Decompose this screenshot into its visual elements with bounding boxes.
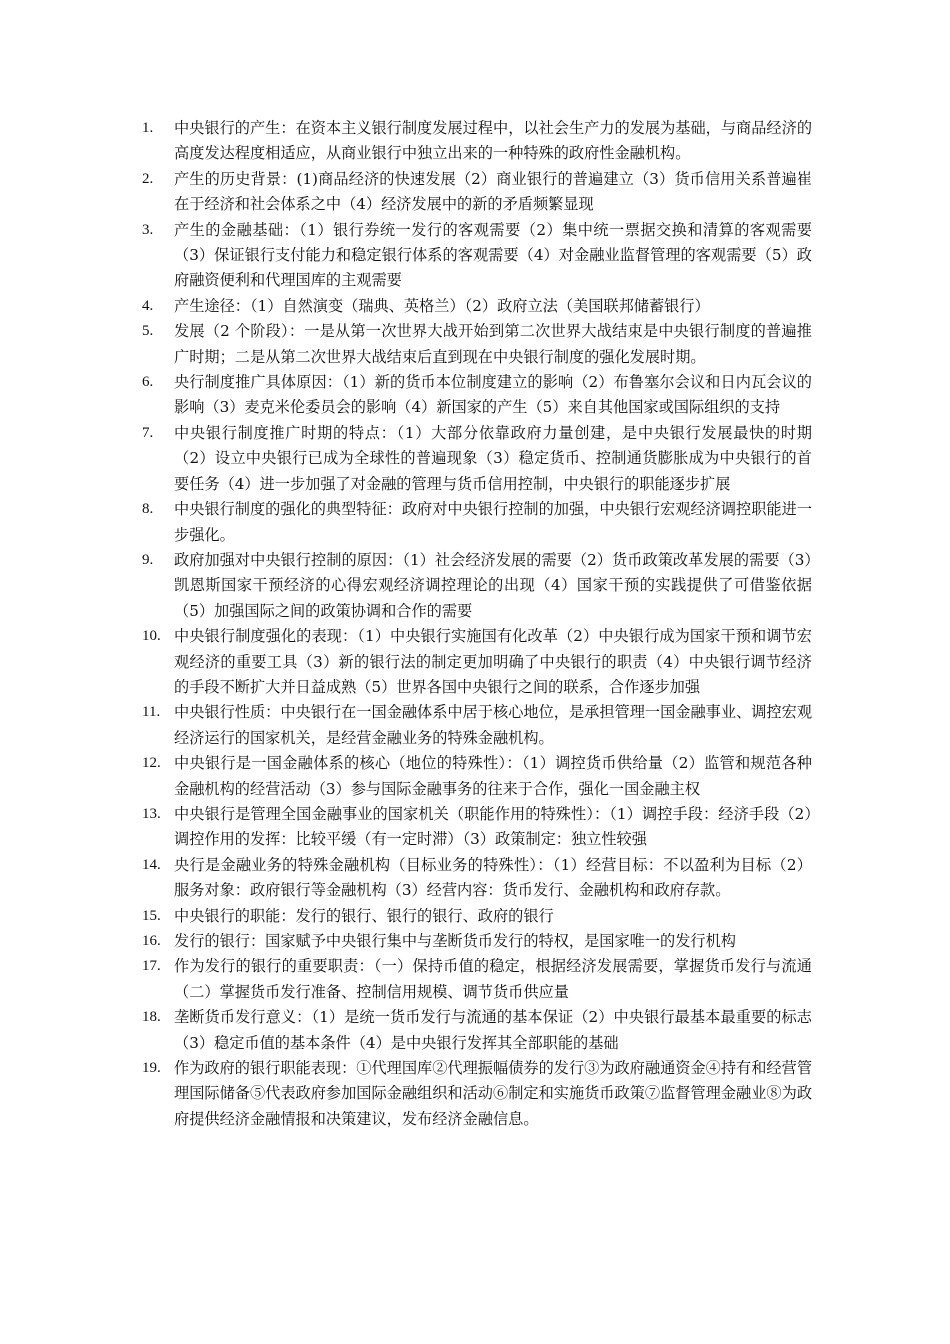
- item-text: 中央银行的职能：发行的银行、银行的银行、政府的银行: [174, 906, 554, 925]
- item-number: 3.: [142, 221, 154, 238]
- item-text: 中央银行的产生：在资本主义银行制度发展过程中，以社会生产力的发展为基础，与商品经济的高度发达程度相适应，从商业银行中独立出来的一种特殊的政府性金融机构。: [174, 119, 812, 163]
- list-item: [132, 218, 812, 294]
- item-text: 产生的金融基础：（1）银行券统一发行的客观需要（2）集中统一票据交换和清算的客观需要（3）保证银行支付能力和稳定银行体系的客观需要（4）对金融业监督管理的客观需要（5）政府融资便利和代理国库的主观需要: [174, 220, 812, 290]
- numbered-list: [132, 116, 812, 1132]
- list-item: [132, 421, 812, 497]
- item-number: 7.: [142, 424, 154, 441]
- item-text: 央行制度推广具体原因：（1）新的货币本位制度建立的影响（2）布鲁塞尔会议和日内瓦会议的影响（3）麦克米伦委员会的影响（4）新国家的产生（5）来自其他国家或国际组织的支持: [174, 373, 812, 417]
- item-number: 6.: [142, 374, 154, 391]
- list-item: [132, 929, 812, 954]
- list-item: [132, 116, 812, 167]
- item-number: 4.: [142, 297, 154, 314]
- item-text: 中央银行制度推广时期的特点：（1）大部分依靠政府力量创建，是中央银行发展最快的时期（2）设立中央银行已成为全球性的普遍现象（3）稳定货币、控制通货膨胀成为中央银行的首要任务（4）进一步加强了对金融的管理与货币信用控制，中央银行的职能逐步扩展: [174, 423, 812, 493]
- item-text: 产生的历史背景：(1)商品经济的快速发展（2）商业银行的普遍建立（3）货币信用关系普遍崔在于经济和社会体系之中（4）经济发展中的新的矛盾频繁显现: [174, 169, 812, 214]
- item-text: 发展（2 个阶段）：一是从第一次世界大战开始到第二次世界大战结束是中央银行制度的普遍推广时期；二是从第二次世界大战结束后直到现在中央银行制度的强化发展时期。: [174, 322, 812, 366]
- list-item: [132, 904, 812, 929]
- list-item: [132, 624, 812, 700]
- list-item: [132, 1005, 812, 1056]
- item-text: 作为政府的银行职能表现：①代理国库②代理振幅债券的发行③为政府融通资金④持有和经营管理国际储备⑤代表政府参加国际金融组织和活动⑥制定和实施货币政策⑦监督管理金融业⑧为政府提供经济金融情报和决策建议，发布经济金融信息。: [174, 1059, 812, 1128]
- item-number: 5.: [142, 323, 154, 340]
- list-item: [132, 853, 812, 904]
- item-number: 8.: [142, 501, 154, 518]
- item-text: 中央银行制度强化的表现：（1）中央银行实施国有化改革（2）中央银行成为国家干预和调节宏观经济的重要工具（3）新的银行法的制定更加明确了中央银行的职责（4）中央银行调节经济的手段不断扩大并日益成熟（5）世界各国中央银行之间的联系，合作逐步加强: [174, 627, 812, 696]
- item-number: 17.: [142, 958, 161, 975]
- item-number: 2.: [142, 170, 154, 187]
- list-item: [132, 497, 812, 548]
- list-item: [132, 954, 812, 1005]
- item-number: 9.: [142, 551, 154, 568]
- item-text: 发行的银行：国家赋予中央银行集中与垄断货币发行的特权，是国家唯一的发行机构: [174, 932, 736, 950]
- list-item: [132, 548, 812, 624]
- list-item: [132, 294, 812, 319]
- item-text: 产生途径：（1）自然演变（瑞典、英格兰）（2）政府立法（美国联邦储蓄银行）: [174, 296, 710, 315]
- item-number: 14.: [142, 856, 161, 873]
- list-item: [132, 700, 812, 751]
- item-number: 11.: [142, 704, 161, 721]
- list-item: [132, 802, 812, 853]
- item-text: 中央银行是一国金融体系的核心（地位的特殊性）：（1）调控货币供给量（2）监管和规范各种金融机构的经营活动（3）参与国际金融事务的往来于合作，强化一国金融主权: [174, 754, 812, 798]
- item-number: 18.: [142, 1009, 161, 1026]
- item-text: 中央银行性质：中央银行在一国金融体系中居于核心地位，是承担管理一国金融事业、调控宏观经济运行的国家机关，是经营金融业务的特殊金融机构。: [174, 703, 812, 747]
- item-text: 央行是金融业务的特殊金融机构（目标业务的特殊性）：（1）经营目标：不以盈利为目标（2）服务对象：政府银行等金融机构（3）经营内容：货币发行、金融机构和政府存款。: [174, 855, 812, 900]
- item-text: 中央银行是管理全国金融事业的国家机关（职能作用的特殊性）：（1）调控手段：经济手段（2）调控作用的发挥：比较平缓（有一定时滞）（3）政策制定：独立性较强: [174, 804, 812, 849]
- item-text: 中央银行制度的强化的典型特征：政府对中央银行控制的加强，中央银行宏观经济调控职能进一步强化。: [174, 500, 812, 544]
- list-item: [132, 319, 812, 370]
- list-item: [132, 167, 812, 218]
- list-item: [132, 751, 812, 802]
- item-number: 10.: [142, 628, 161, 645]
- item-number: 13.: [142, 805, 161, 822]
- list-item: [132, 1056, 812, 1132]
- item-text: 政府加强对中央银行控制的原因：（1）社会经济发展的需要（2）货币政策改革发展的需要（3）凯恩斯国家干预经济的心得宏观经济调控理论的出现（4）国家干预的实践提供了可借鉴依据（5）加强国际之间的政策协调和合作的需要: [174, 550, 812, 620]
- item-text: 作为发行的银行的重要职责：（一）保持币值的稳定，根据经济发展需要，掌握货币发行与流通（二）掌握货币发行准备、控制信用规模、调节货币供应量: [174, 957, 812, 1001]
- item-number: 12.: [142, 755, 161, 772]
- item-number: 1.: [142, 120, 154, 136]
- item-text: 垄断货币发行意义：（1）是统一货币发行与流通的基本保证（2）中央银行最基本最重要的标志（3）稳定币值的基本条件（4）是中央银行发挥其全部职能的基础: [174, 1008, 812, 1052]
- item-number: 19.: [142, 1060, 161, 1077]
- item-number: 16.: [142, 933, 161, 949]
- item-number: 15.: [142, 907, 161, 924]
- list-item: [132, 370, 812, 421]
